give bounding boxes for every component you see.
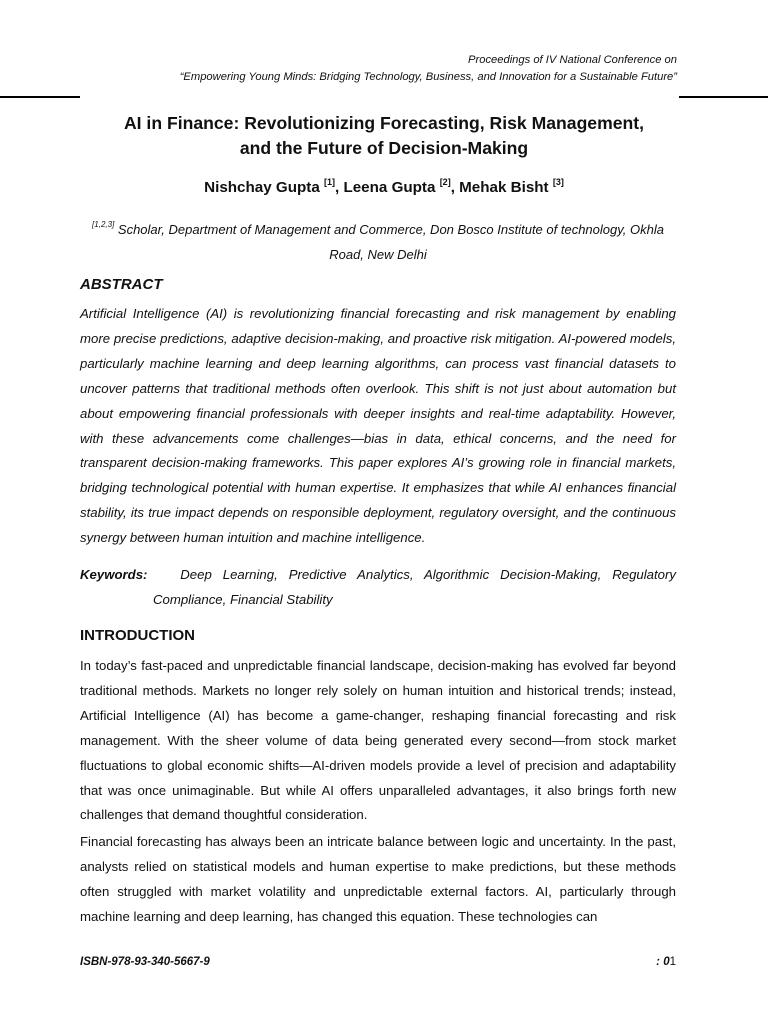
introduction-paragraph: Financial forecasting has always been an intricate balance between logic and uncertainty. In the past, analysts relied on statistical models and human expertise to make predictions, but these methods often struggled with market volatility and unpredictable external factors. AI, particularly through machine learning and deep learning, has changed this equation. These technologies can xyxy=(80,834,676,924)
author-ref: [1] xyxy=(324,177,335,187)
keywords-label: Keywords: xyxy=(80,567,148,582)
author-ref: [2] xyxy=(439,177,451,187)
affiliation-ref: [1,2,3] xyxy=(92,220,115,229)
header-rule-left xyxy=(0,96,80,98)
author-separator: , xyxy=(335,179,344,196)
author-name: Nishchay Gupta xyxy=(204,179,320,196)
author-name: Leena Gupta xyxy=(343,179,436,196)
keywords xyxy=(80,563,676,613)
page-number xyxy=(656,956,676,968)
header-rule-right xyxy=(679,96,768,98)
conference-theme-line: “Empowering Young Minds: Bridging Technology, Business, and Innovation for a Sustainable Future” xyxy=(179,71,677,83)
keywords-text: Deep Learning, Predictive Analytics, Algorithmic Decision-Making, Regulatory Compliance, Financial Stability xyxy=(153,567,676,607)
page-number-suffix: 1 xyxy=(669,956,676,968)
paper-title xyxy=(0,111,768,161)
author-ref: [3] xyxy=(552,177,564,187)
paper-title-line1: AI in Finance: Revolutionizing Forecasting, Risk Management, xyxy=(123,113,645,133)
abstract-heading: ABSTRACT xyxy=(80,276,163,293)
author-affiliation xyxy=(80,212,676,267)
author-name: Mehak Bisht xyxy=(459,179,549,196)
page-number-prefix: : 0 xyxy=(656,956,670,968)
conference-proceedings-line: Proceedings of IV National Conference on xyxy=(468,54,677,66)
introduction-heading: INTRODUCTION xyxy=(80,627,195,644)
paper-title-line2: and the Future of Decision-Making xyxy=(239,138,529,158)
author-separator: , xyxy=(450,179,460,196)
affiliation-text: Scholar, Department of Management and Commerce, Don Bosco Institute of technology, Okhla Road, New Delhi xyxy=(114,222,664,262)
author-list xyxy=(0,172,768,198)
introduction-paragraph: In today’s fast-paced and unpredictable financial landscape, decision-making has evolved far beyond traditional methods. Markets no longer rely solely on human intuition and historical trends; instead, Artificial Intelligence (AI) has become a game-changer, reshaping financial forecasting and risk management. With the sheer volume of data being generated every second—from stock market fluctuations to global economic shifts—AI-driven models provide a level of precision and adaptability that was once unimaginable. But while AI offers unparalleled advantages, it also brings forth new challenges that demand thoughtful consideration. xyxy=(80,658,676,823)
abstract-body: Artificial Intelligence (AI) is revolutionizing financial forecasting and risk management by enabling more precise predictions, adaptive decision-making, and proactive risk mitigation. AI-powered models, particularly machine learning and deep learning algorithms, can process vast financial datasets to uncover patterns that traditional methods often overlook. This shift is not just about automation but about empowering financial professionals with deeper insights and real-time adaptability. However, with these advancements come challenges—bias in data, ethical concerns, and the need for transparent decision-making frameworks. This paper explores AI’s growing role in financial markets, bridging technological potential with human expertise. It emphasizes that while AI enhances financial stability, its true impact depends on responsible deployment, regulatory oversight, and the continuous synergy between human intuition and machine intelligence. xyxy=(80,306,676,546)
isbn: ISBN-978-93-340-5667-9 xyxy=(80,956,210,968)
